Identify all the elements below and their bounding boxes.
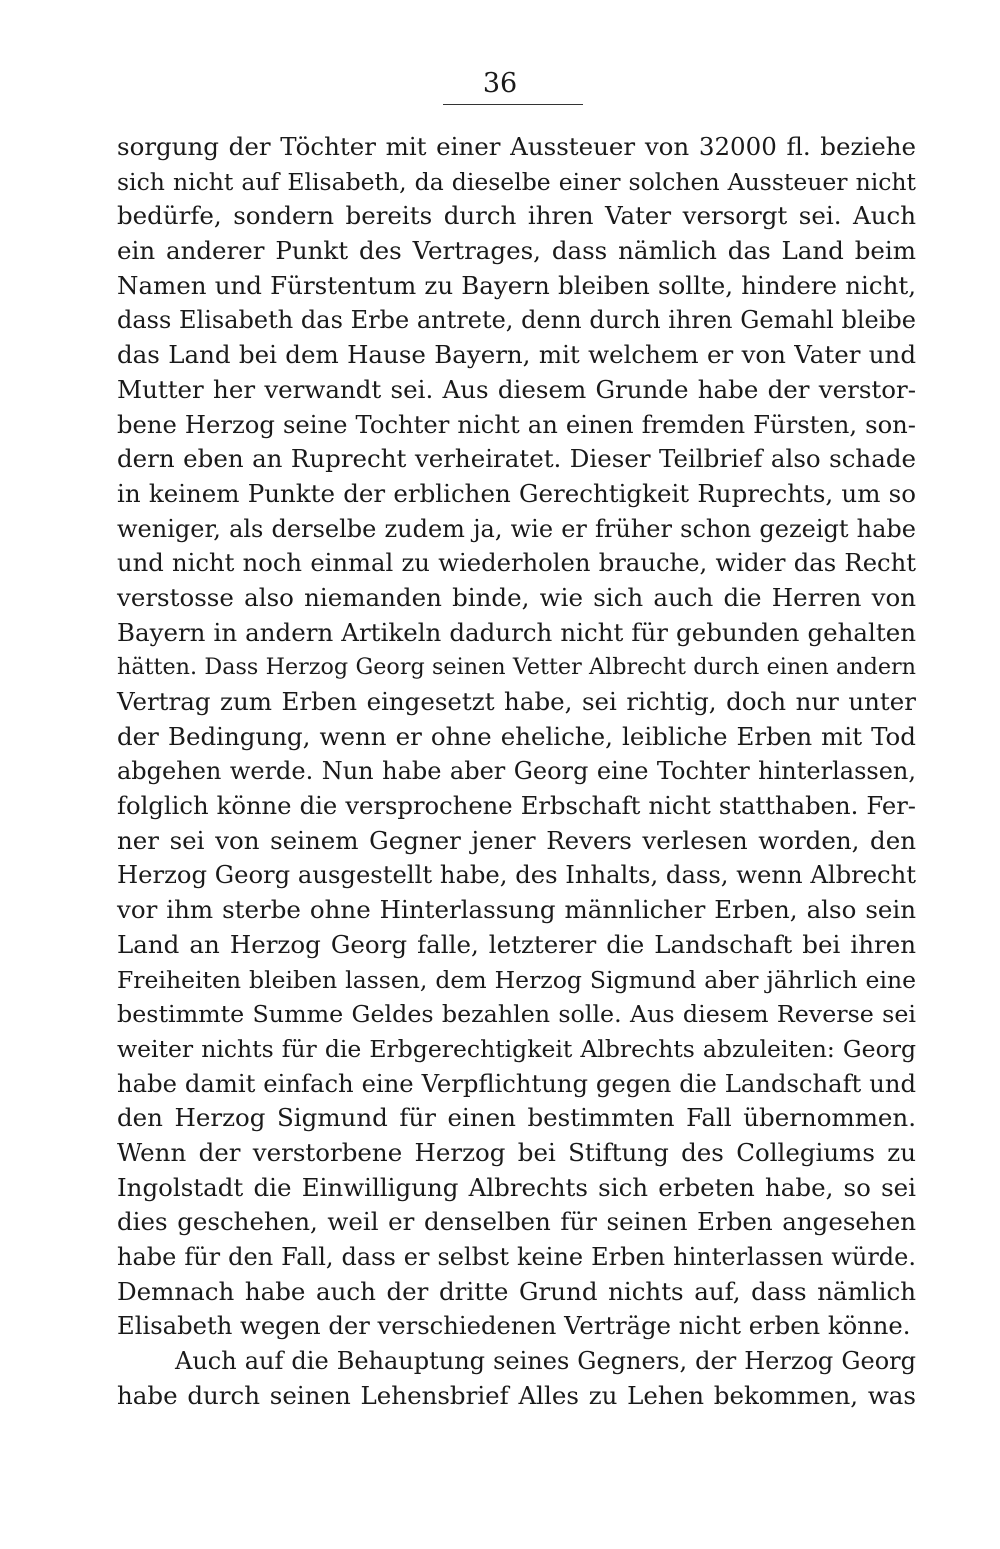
text-line: dies geschehen, weil er denselben für seinen Erben angesehen: [117, 1207, 916, 1237]
body-text: [117, 130, 916, 1413]
text-line: Herzog Georg ausgestellt habe, des Inhalts, dass, wenn Albrecht: [117, 860, 916, 890]
text-line: ner sei von seinem Gegner jener Revers verlesen worden, den: [117, 825, 916, 855]
text-line: sich nicht auf Elisabeth, da dieselbe einer solchen Aussteuer nicht: [117, 167, 916, 196]
text-line: Ingolstadt die Einwilligung Albrechts sich erbeten habe, so sei: [117, 1172, 916, 1202]
text-line: Land an Herzog Georg falle, letzterer die Landschaft bei ihren: [117, 929, 916, 959]
text-line: Demnach habe auch der dritte Grund nichts auf, dass nämlich: [117, 1276, 916, 1306]
text-line: dass Elisabeth das Erbe antrete, denn durch ihren Gemahl bleibe: [117, 306, 916, 335]
text-line: habe für den Fall, dass er selbst keine Erben hinterlassen würde.: [117, 1243, 916, 1271]
text-line: ein anderer Punkt des Vertrages, dass nämlich das Land beim: [117, 236, 916, 266]
text-line: habe damit einfach eine Verpflichtung gegen die Landschaft und: [117, 1068, 916, 1098]
text-line: Mutter her verwandt sei. Aus diesem Grunde habe der verstor-: [117, 374, 916, 404]
text-line: Auch auf die Behauptung seines Gegners, der Herzog Georg: [175, 1347, 916, 1376]
text-line: das Land bei dem Hause Bayern, mit welchem er von Vater und: [117, 340, 916, 370]
text-line: Freiheiten bleiben lassen, dem Herzog Sigmund aber jährlich eine: [117, 965, 916, 994]
text-line: vor ihm sterbe ohne Hinterlassung männlicher Erben, also sein: [117, 895, 916, 925]
text-line: sorgung der Töchter mit einer Aussteuer von 32000 fl. beziehe: [117, 132, 916, 161]
text-line: Elisabeth wegen der verschiedenen Verträge nicht erben könne.: [117, 1311, 911, 1341]
text-line: Bayern in andern Artikeln dadurch nicht für gebunden gehalten: [117, 617, 916, 647]
page-number: 36: [482, 68, 518, 99]
text-line: folglich könne die versprochene Erbschaft nicht statthaben. Fer-: [117, 791, 916, 821]
text-line: abgehen werde. Nun habe aber Georg eine Tochter hinterlassen,: [117, 757, 916, 786]
text-line: bestimmte Summe Geldes bezahlen solle. Aus diesem Reverse sei: [117, 1000, 916, 1029]
text-line: Vertrag zum Erben eingesetzt habe, sei richtig, doch nur unter: [117, 687, 916, 716]
page-number-rule: [443, 104, 583, 105]
text-line: Namen und Fürstentum zu Bayern bleiben sollte, hindere nicht,: [117, 270, 916, 300]
text-line: hätten. Dass Herzog Georg seinen Vetter Albrecht durch einen andern: [117, 654, 916, 681]
text-line: bene Herzog seine Tochter nicht an einen fremden Fürsten, son-: [117, 409, 916, 439]
text-line: dern eben an Ruprecht verheiratet. Dieser Teilbrief also schade: [117, 444, 916, 474]
text-line: der Bedingung, wenn er ohne eheliche, leibliche Erben mit Tod: [117, 721, 916, 751]
text-line: den Herzog Sigmund für einen bestimmten Fall übernommen.: [117, 1103, 916, 1133]
text-line: habe durch seinen Lehensbrief Alles zu Lehen bekommen, was: [117, 1380, 916, 1410]
text-line: Wenn der verstorbene Herzog bei Stiftung des Collegiums zu: [117, 1137, 916, 1167]
text-line: in keinem Punkte der erblichen Gerechtigkeit Ruprechts, um so: [117, 478, 916, 508]
text-line: verstosse also niemanden binde, wie sich auch die Herren von: [117, 582, 916, 612]
text-line: und nicht noch einmal zu wiederholen brauche, wider das Recht: [117, 548, 916, 578]
text-line: bedürfe, sondern bereits durch ihren Vater versorgt sei. Auch: [117, 201, 916, 231]
text-line: weniger, als derselbe zudem ja, wie er früher schon gezeigt habe: [117, 514, 916, 543]
text-line: weiter nichts für die Erbgerechtigkeit Albrechts abzuleiten: Georg: [117, 1034, 916, 1063]
